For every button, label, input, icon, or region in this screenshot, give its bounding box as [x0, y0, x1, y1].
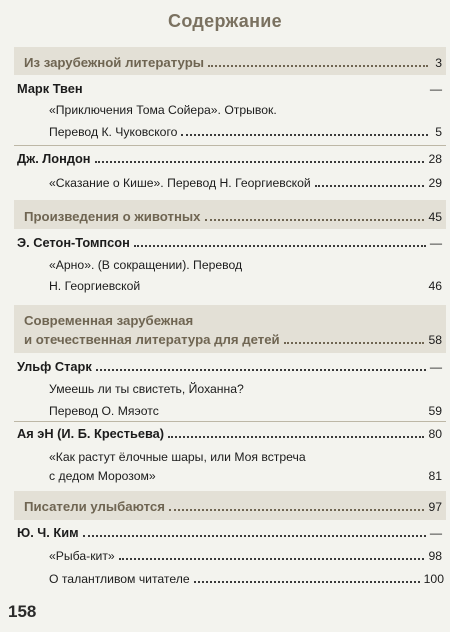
divider [14, 145, 446, 146]
dot-leader [95, 161, 425, 163]
dot-leader [181, 134, 428, 136]
work-page: 46 [428, 279, 442, 293]
toc-work-line [0, 378, 450, 396]
section-page: 97 [428, 500, 442, 514]
author-name: Ю. Ч. Ким [17, 525, 79, 540]
toc-work-row [0, 400, 450, 418]
toc-author-row [0, 232, 450, 250]
toc-author-row [0, 522, 450, 540]
toc-work-line [0, 446, 450, 464]
author-page: — [429, 526, 442, 540]
work-page: 98 [428, 549, 442, 563]
dot-leader [96, 369, 426, 371]
dot-leader [208, 65, 428, 67]
author-page: — [429, 360, 442, 374]
work-page: 81 [428, 469, 442, 483]
toc-work-row [0, 545, 450, 563]
toc-author-row [0, 78, 450, 96]
toc-work-row [0, 121, 450, 139]
toc-work-row [0, 568, 450, 586]
dot-leader [205, 219, 425, 221]
dot-leader [315, 185, 425, 187]
work-title: О талантливом читателе [49, 572, 190, 586]
author-page: 80 [428, 427, 442, 441]
toc-section-row [0, 206, 450, 224]
dot-leader [169, 509, 425, 511]
page-number: 158 [8, 602, 37, 621]
work-title: «Сказание о Кише». Перевод Н. Георгиевской [49, 176, 311, 190]
toc-work-row [0, 465, 450, 483]
toc-author-row [0, 148, 450, 166]
work-page: 29 [428, 176, 442, 190]
section-title-line2: и отечественная литература для детей [24, 332, 280, 347]
divider [14, 421, 446, 422]
section-title: Писатели улыбаются [24, 499, 165, 514]
work-page: 59 [428, 404, 442, 418]
dot-leader [83, 535, 426, 537]
author-name: Ульф Старк [17, 359, 92, 374]
work-title: «Арно». (В сокращении). Перевод [49, 258, 243, 272]
work-title: «Как растут ёлочные шары, или Моя встреча [49, 450, 306, 464]
work-title: «Рыба-кит» [49, 549, 115, 563]
toc-work-row [0, 275, 450, 293]
toc-section-row [0, 310, 450, 328]
toc-section-row [0, 496, 450, 514]
section-title: Произведения о животных [24, 209, 201, 224]
section-page: 3 [435, 56, 442, 70]
author-name: Дж. Лондон [17, 151, 91, 166]
toc-section-row [0, 329, 450, 347]
dot-leader [194, 581, 420, 583]
dot-leader [119, 558, 425, 560]
toc-author-row [0, 423, 450, 441]
author-name: Ая эН (И. Б. Крестьева) [17, 426, 165, 441]
toc-work-line [0, 99, 450, 117]
section-title: Из зарубежной литературы [24, 55, 205, 70]
author-page: — [429, 82, 442, 96]
work-title: Умеешь ли ты свистеть, Йоханна? [49, 382, 244, 396]
author-page: 28 [428, 152, 442, 166]
author-name: Э. Сетон-Томпсон [17, 235, 130, 250]
section-page: 45 [428, 210, 442, 224]
dot-leader [284, 342, 425, 344]
toc-work-row [0, 172, 450, 190]
page-title: Содержание [168, 11, 282, 31]
work-page: 5 [435, 125, 442, 139]
dot-leader [168, 436, 424, 438]
work-title: Перевод О. Мяэотс [49, 404, 159, 418]
section-page: 58 [428, 333, 442, 347]
work-title: Перевод К. Чуковского [49, 125, 178, 139]
toc-work-line [0, 254, 450, 272]
dot-leader [134, 245, 426, 247]
work-title: Н. Георгиевской [49, 279, 141, 293]
work-page: 100 [423, 572, 444, 586]
work-title: с дедом Морозом» [49, 469, 156, 483]
section-title: Современная зарубежная [24, 313, 194, 328]
author-name: Марк Твен [17, 81, 83, 96]
author-page: — [429, 236, 442, 250]
toc-author-row [0, 356, 450, 374]
toc-section-row [0, 52, 450, 70]
work-title: «Приключения Тома Сойера». Отрывок. [49, 103, 277, 117]
